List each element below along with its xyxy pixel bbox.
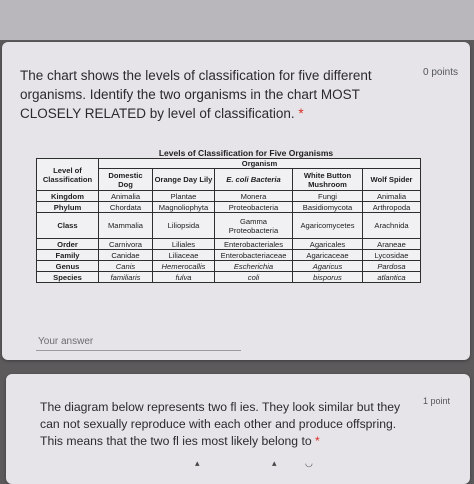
- row-label: Order: [37, 239, 99, 250]
- table-cell: atlantica: [363, 272, 421, 283]
- row-label: Class: [37, 213, 99, 239]
- table-cell: Hemerocallis: [153, 261, 215, 272]
- table-row: [37, 272, 421, 283]
- table-cell: Agaricus: [293, 261, 363, 272]
- table-cell: Escherichia: [215, 261, 293, 272]
- question-1-prompt: The chart shows the levels of classification for five different organisms. Identify the two organisms in the chart MOST CLOSELY RELATED by level of classification.: [20, 68, 372, 121]
- classification-table: [36, 158, 421, 283]
- table-cell: Animalia: [99, 191, 153, 202]
- organism-header: Organism: [99, 159, 421, 169]
- organism-col-header: E. coli Bacteria: [215, 169, 293, 191]
- required-asterisk: *: [315, 434, 320, 448]
- organism-col-header: White Button Mushroom: [293, 169, 363, 191]
- organism-col-header: Wolf Spider: [363, 169, 421, 191]
- table-cell: Agaricaceae: [293, 250, 363, 261]
- table-cell: Agaricales: [293, 239, 363, 250]
- table-row: [37, 261, 421, 272]
- previous-card-edge: [0, 0, 474, 40]
- table-cell: Arthropoda: [363, 202, 421, 213]
- table-cell: bisporus: [293, 272, 363, 283]
- table-cell: Monera: [215, 191, 293, 202]
- table-cell: familiaris: [99, 272, 153, 283]
- table-cell: Enterobacteriaceae: [215, 250, 293, 261]
- row-label: Family: [37, 250, 99, 261]
- table-cell: Canis: [99, 261, 153, 272]
- table-cell: Carnivora: [99, 239, 153, 250]
- row-label: Phylum: [37, 202, 99, 213]
- organism-col-header: Domestic Dog: [99, 169, 153, 191]
- table-cell: Enterobacteriales: [215, 239, 293, 250]
- table-cell: Canidae: [99, 250, 153, 261]
- diagram-top-mark: ▴: [272, 458, 277, 468]
- organism-col-header: Orange Day Lily: [153, 169, 215, 191]
- table-cell: Pardosa: [363, 261, 421, 272]
- table-row: [37, 239, 421, 250]
- table-cell: Liliaceae: [153, 250, 215, 261]
- chart-title: Levels of Classification for Five Organisms: [158, 148, 334, 158]
- table-cell: Liliales: [153, 239, 215, 250]
- question-2-prompt: The diagram below represents two fl ies. They look similar but they can not sexually reproduce with each other and produce offspring. This means that the two fl ies most likely belong to: [40, 400, 401, 448]
- table-cell: coli: [215, 272, 293, 283]
- row-label: Genus: [37, 261, 99, 272]
- answer-underline[interactable]: [36, 350, 241, 351]
- level-header: Level of Classification: [37, 159, 99, 191]
- question-2-points: 1 point: [423, 396, 451, 406]
- table-row: [37, 250, 421, 261]
- table-cell: Liliopsida: [153, 213, 215, 239]
- table-cell: Basidiomycota: [293, 202, 363, 213]
- row-label: Kingdom: [37, 191, 99, 202]
- table-row: [37, 191, 421, 202]
- table-cell: Animalia: [363, 191, 421, 202]
- table-row: [37, 202, 421, 213]
- table-cell: Chordata: [99, 202, 153, 213]
- table-cell: Proteobacteria: [215, 202, 293, 213]
- table-cell: Plantae: [153, 191, 215, 202]
- table-cell: Lycosidae: [363, 250, 421, 261]
- question-1-text: [20, 66, 412, 123]
- question-1-points: 0 points: [423, 67, 459, 78]
- table-cell: Magnoliophyta: [153, 202, 215, 213]
- required-asterisk: *: [298, 106, 304, 121]
- answer-input[interactable]: Your answer: [38, 336, 94, 347]
- table-cell: fulva: [153, 272, 215, 283]
- diagram-top-mark: ▴: [195, 458, 200, 468]
- table-cell: Gamma Proteobacteria: [215, 213, 293, 239]
- row-label: Species: [37, 272, 99, 283]
- table-cell: Araneae: [363, 239, 421, 250]
- table-cell: Agaricomycetes: [293, 213, 363, 239]
- table-cell: Fungi: [293, 191, 363, 202]
- question-2-text: [40, 399, 420, 450]
- table-cell: Mammalia: [99, 213, 153, 239]
- table-cell: Arachnida: [363, 213, 421, 239]
- table-row: [37, 213, 421, 239]
- diagram-top-mark: ◡: [305, 458, 313, 468]
